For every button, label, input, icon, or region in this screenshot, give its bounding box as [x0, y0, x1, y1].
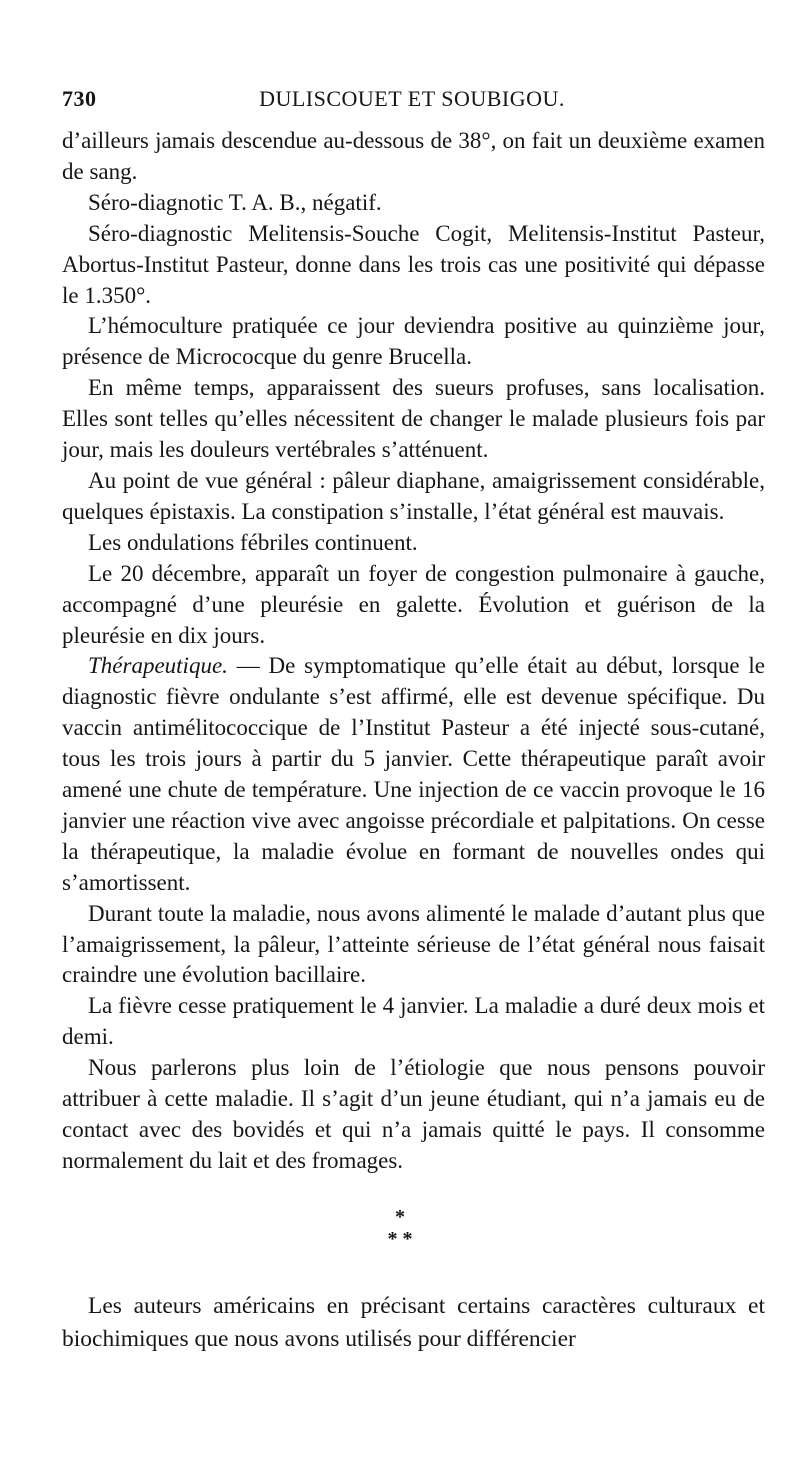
- paragraph: La fièvre cesse pratiquement le 4 janvier. La maladie a duré deux mois et demi.: [62, 993, 765, 1050]
- page-header: [62, 86, 762, 120]
- paragraph: Le 20 décembre, apparaît un foyer de congestion pulmonaire à gauche, accompagné d’une pleurésie en galette. Évolution et guérison de la pleurésie en dix jours.: [62, 560, 765, 648]
- paragraph: Séro-diagnotic T. A. B., négatif.: [88, 189, 382, 215]
- therapeutique-paragraph: [62, 651, 765, 898]
- paragraph: Séro-diagnostic Melitensis-Souche Cogit, Melitensis-Institut Pasteur, Abortus-Institut Pasteur, donne dans les trois cas une positivité qui dépasse le 1.350°.: [62, 220, 765, 308]
- asterisk-top: *: [395, 1206, 405, 1228]
- closing-text: [62, 1290, 765, 1356]
- running-head: DULISCOUET ET SOUBIGOU.: [259, 86, 565, 111]
- paragraph: Au point de vue général : pâleur diaphane, amaigrissement considérable, quelques épistaxis. La constipation s’installe, l’état général est mauvais.: [62, 467, 765, 524]
- paragraph: Durant toute la maladie, nous avons alimenté le malade d’autant plus que l’amaigrissement, la pâleur, l’atteinte sérieuse de l’état général nous faisait craindre une évolution bacillaire.: [62, 900, 765, 988]
- page-number: 730: [62, 86, 97, 111]
- therapeutique-label: Thérapeutique.: [88, 653, 228, 679]
- therapeutique-text: — De symptomatique qu’elle était au début, lorsque le diagnostic fièvre ondulante s’est affirmé, elle est devenue spécifique. Du vaccin antimélitococcique de l’Institut Pasteur a été injecté sous-cutané, tous les trois jours à partir du 5 janvier. Cette thérapeutique paraît avoir amené une chute de température. Une injection de ce vaccin provoque le 16 janvier une réaction vive avec angoisse précordiale et palpitations. On cesse la thérapeutique, la maladie évolue en formant de nouvelles ondes qui s’amortissent.: [62, 653, 765, 895]
- closing-paragraph: Les auteurs américains en précisant certains caractères culturaux et biochimiques que nous avons utilisés pour différencier: [62, 1293, 765, 1352]
- paragraph: Nous parlerons plus loin de l’étiologie que nous pensons pouvoir attribuer à cette maladie. Il s’agit d’un jeune étudiant, qui n’a jamais eu de contact avec des bovidés et qui n’a jamais quitté le pays. Il consomme normalement du lait et des fromages.: [62, 1055, 765, 1173]
- section-separator: [0, 1206, 800, 1266]
- paragraph: En même temps, apparaissent des sueurs profuses, sans localisation. Elles sont telles qu’elles nécessitent de changer le malade plusieurs fois par jour, mais les douleurs vertébrales s’atténuent.: [62, 375, 765, 463]
- asterisk-bottom: * *: [387, 1228, 413, 1250]
- paragraph: L’hémoculture pratiquée ce jour deviendra positive au quinzième jour, présence de Micrococque du genre Brucella.: [62, 313, 765, 370]
- paragraph: Les ondulations fébriles continuent.: [88, 529, 418, 555]
- paragraph: d’ailleurs jamais descendue au-dessous de 38°, on fait un deuxième examen de sang.: [62, 128, 765, 184]
- main-text: [62, 126, 765, 1177]
